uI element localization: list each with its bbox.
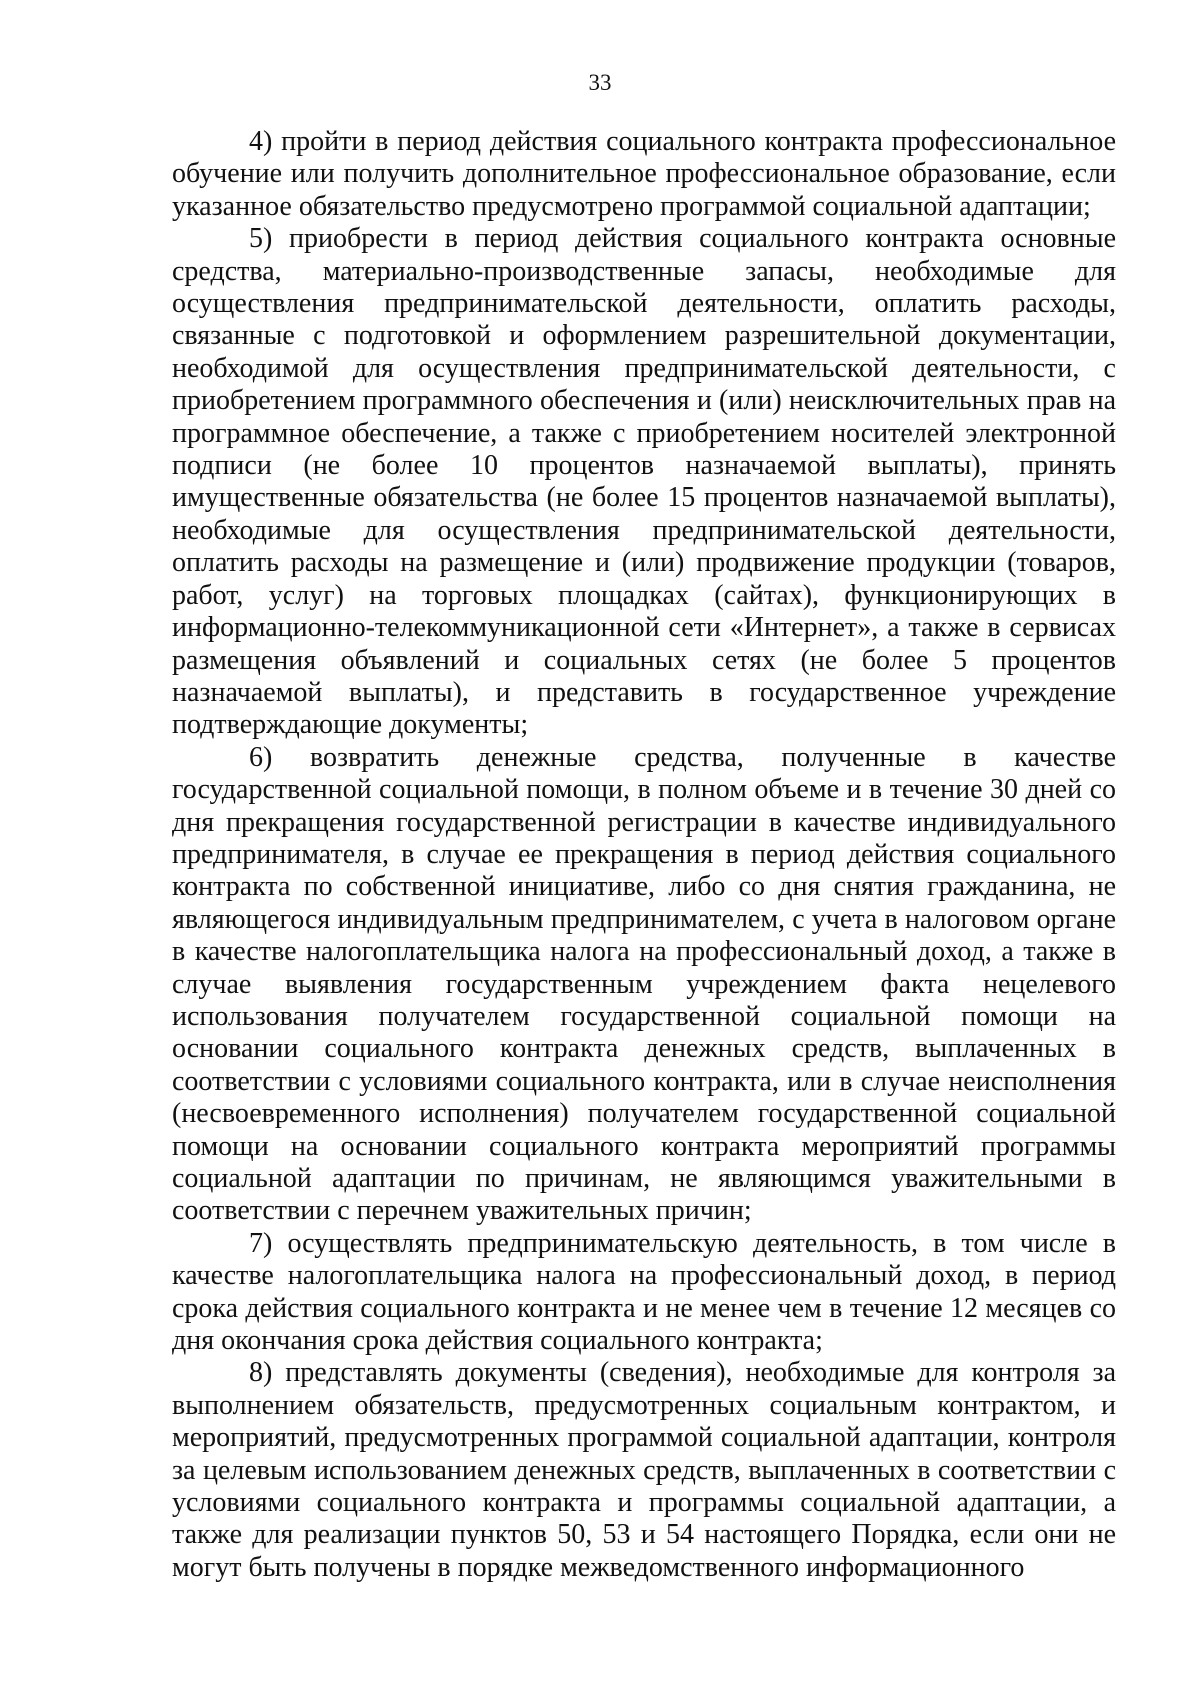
paragraph-item-7: 7) осуществлять предпринимательскую деятельность, в том числе в качестве налогоплательщика налога на профессиональный доход, в период срока действия социального контракта и не менее чем в течение 12 месяцев со дня окончания срока действия социального контракта;	[172, 1227, 1116, 1357]
paragraph-item-8: 8) представлять документы (сведения), необходимые для контроля за выполнением обязательств, предусмотренных социальным контрактом, и мероприятий, предусмотренных программой социальной адаптации, контроля за целевым использованием денежных средств, выплаченных в соответствии с условиями социального контракта и программы социальной адаптации, а также для реализации пунктов 50, 53 и 54 настоящего Порядка, если они не могут быть получены в порядке межведомственного информационного	[172, 1357, 1116, 1583]
page-number: 33	[588, 70, 612, 95]
paragraph-item-4: 4) пройти в период действия социального контракта профессиональное обучение или получить дополнительное профессиональное образование, если указанное обязательство предусмотрено программой социальной адаптации;	[172, 126, 1116, 222]
paragraph-item-5: 5) приобрести в период действия социального контракта основные средства, материально-производственные запасы, необходимые для осуществления предпринимательской деятельности, оплатить расходы, связанные с подготовкой и оформлением разрешительной документации, необходимой для осуществления предпринимательской деятельности, с приобретением программного обеспечения и (или) неисключительных прав на программное обеспечение, а также с приобретением носителей электронной подписи (не более 10 процентов назначаемой выплаты), принять имущественные обязательства (не более 15 процентов назначаемой выплаты), необходимые для осуществления предпринимательской деятельности, оплатить расходы на размещение и (или) продвижение продукции (товаров, работ, услуг) на торговых площадках (сайтах), функционирующих в информационно-телекоммуникационной сети «Интернет», а также в сервисах размещения объявлений и социальных сетях (не более 5 процентов назначаемой выплаты), и представить в государственное учреждение подтверждающие документы;	[172, 223, 1116, 741]
paragraph-item-6: 6) возвратить денежные средства, полученные в качестве государственной социальной помощи, в полном объеме и в течение 30 дней со дня прекращения государственной регистрации в качестве индивидуального предпринимателя, в случае ее прекращения в период действия социального контракта по собственной инициативе, либо со дня снятия гражданина, не являющегося индивидуальным предпринимателем, с учета в налоговом органе в качестве налогоплательщика налога на профессиональный доход, а также в случае выявления государственным учреждением факта нецелевого использования получателем государственной социальной помощи на основании социального контракта денежных средств, выплаченных в соответствии с условиями социального контракта, или в случае неисполнения (несвоевременного исполнения) получателем государственной социальной помощи на основании социального контракта мероприятий программы социальной адаптации по причинам, не являющимся уважительными в соответствии с перечнем уважительных причин;	[172, 741, 1116, 1227]
document-body	[172, 126, 1116, 1584]
